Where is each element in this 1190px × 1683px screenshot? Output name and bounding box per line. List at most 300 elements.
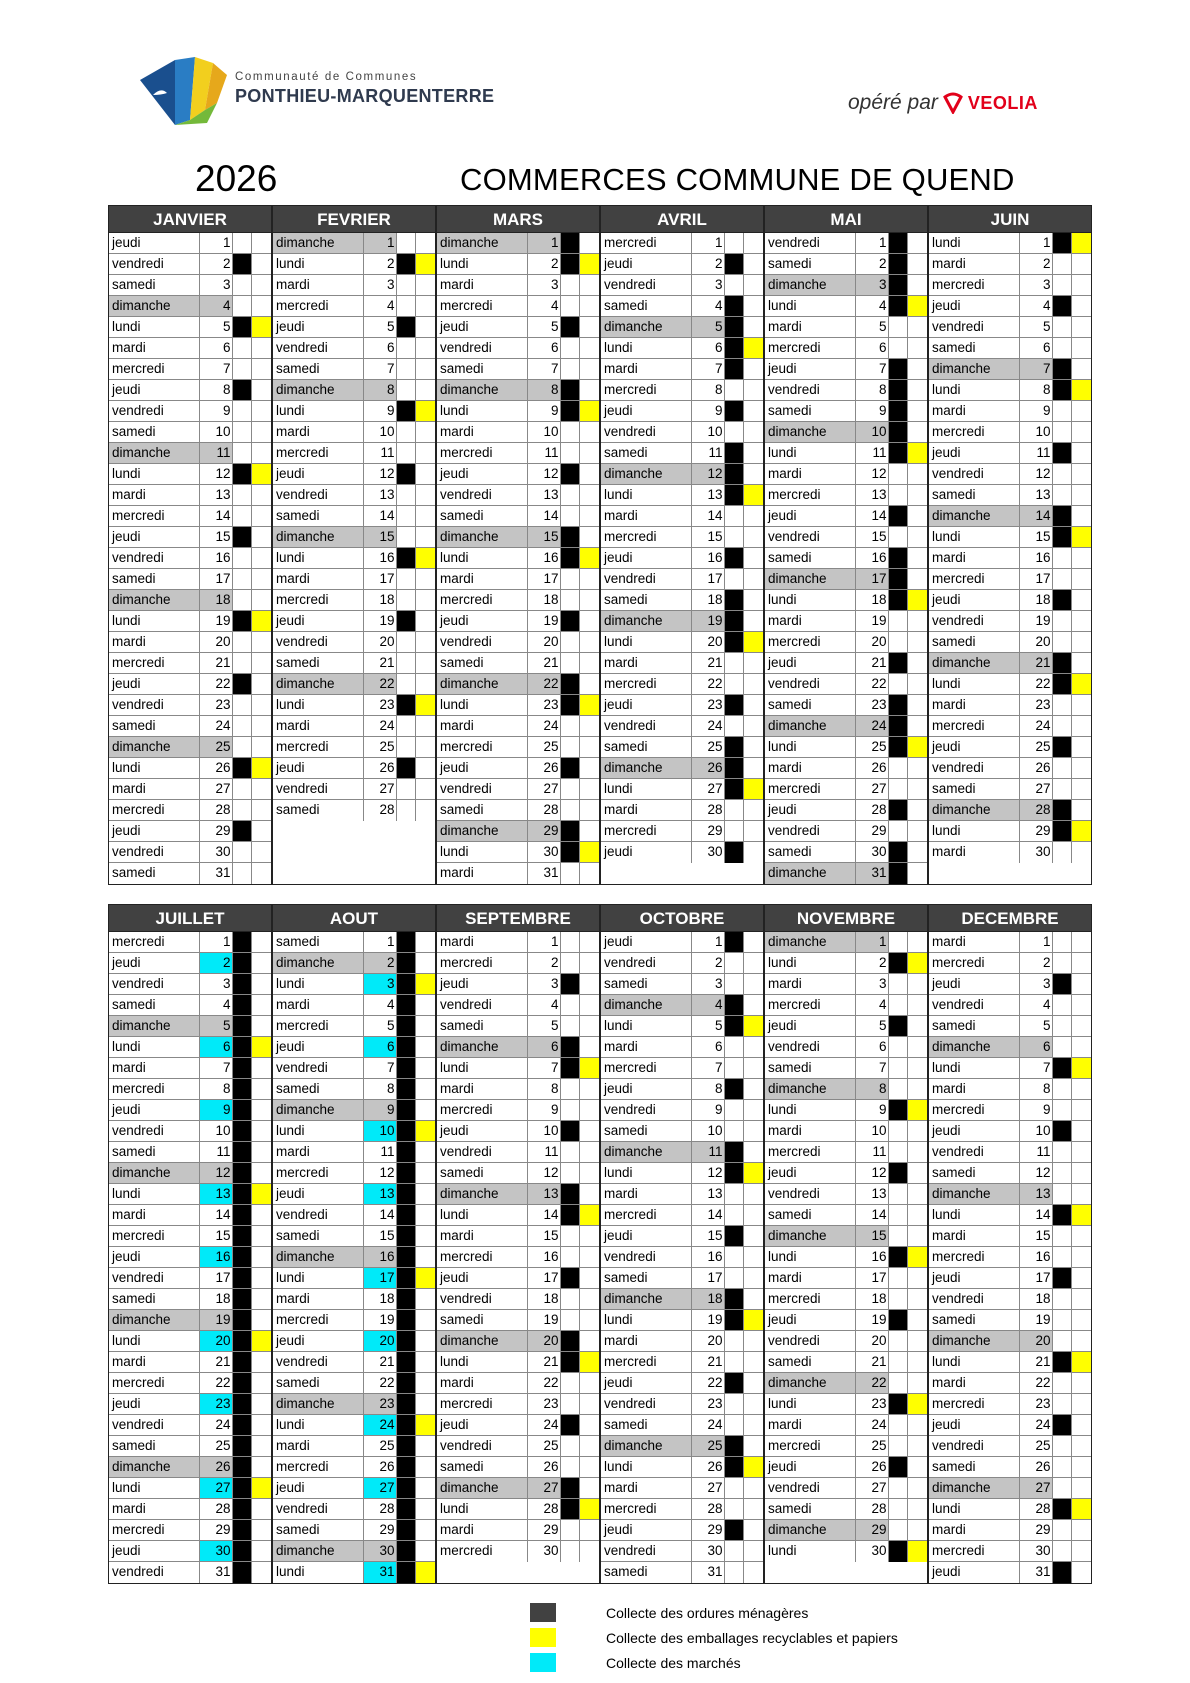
household-waste-marker xyxy=(561,1289,580,1309)
weekday-cell: dimanche xyxy=(765,863,856,884)
day-row xyxy=(765,401,927,422)
household-waste-marker xyxy=(397,716,416,736)
weekday-cell: jeudi xyxy=(929,974,1020,994)
recycling-marker xyxy=(744,443,763,463)
weekday-cell: vendredi xyxy=(601,275,692,295)
weekday-cell: samedi xyxy=(765,254,856,274)
recycling-marker xyxy=(580,1184,599,1204)
weekday-cell: mercredi xyxy=(601,527,692,547)
recycling-marker xyxy=(416,1520,435,1540)
recycling-marker xyxy=(252,422,271,442)
day-row xyxy=(273,1100,435,1121)
date-cell: 7 xyxy=(528,1058,562,1078)
day-row xyxy=(765,1520,927,1541)
day-row xyxy=(601,1268,763,1289)
household-waste-marker xyxy=(561,1520,580,1540)
date-cell: 3 xyxy=(364,275,398,295)
date-cell: 14 xyxy=(528,1205,562,1225)
weekday-cell: dimanche xyxy=(109,296,200,316)
day-row xyxy=(273,779,435,800)
household-waste-marker xyxy=(889,359,908,379)
recycling-marker xyxy=(252,1541,271,1561)
day-row xyxy=(437,1373,599,1394)
logo-emblem-icon xyxy=(135,55,230,130)
date-cell: 4 xyxy=(692,296,726,316)
day-row xyxy=(601,1079,763,1100)
recycling-marker xyxy=(744,464,763,484)
household-waste-marker xyxy=(397,932,416,952)
household-waste-marker xyxy=(1053,1037,1072,1057)
day-row xyxy=(929,359,1091,380)
weekday-cell: jeudi xyxy=(929,296,1020,316)
recycling-marker xyxy=(1072,1562,1091,1583)
household-waste-marker xyxy=(561,338,580,358)
recycling-marker xyxy=(908,1415,927,1435)
day-row xyxy=(437,1184,599,1205)
household-waste-marker xyxy=(561,1247,580,1267)
date-cell: 29 xyxy=(1020,1520,1054,1540)
recycling-marker xyxy=(252,1478,271,1498)
date-cell: 3 xyxy=(1020,275,1054,295)
weekday-cell: mercredi xyxy=(437,590,528,610)
weekday-cell: mardi xyxy=(601,1184,692,1204)
date-cell: 20 xyxy=(528,632,562,652)
recycling-marker xyxy=(252,233,271,253)
day-row xyxy=(437,590,599,611)
recycling-marker xyxy=(1072,1373,1091,1393)
recycling-marker xyxy=(580,1226,599,1246)
day-row xyxy=(601,254,763,275)
recycling-marker xyxy=(416,1436,435,1456)
household-waste-marker xyxy=(233,1016,252,1036)
recycling-marker xyxy=(908,716,927,736)
weekday-cell: jeudi xyxy=(765,1310,856,1330)
date-cell: 24 xyxy=(856,716,890,736)
household-waste-marker xyxy=(561,1100,580,1120)
day-row xyxy=(929,932,1091,953)
day-row xyxy=(273,995,435,1016)
day-row xyxy=(437,974,599,995)
weekday-cell: dimanche xyxy=(765,932,856,952)
day-row xyxy=(765,737,927,758)
day-row xyxy=(601,422,763,443)
date-cell: 11 xyxy=(364,443,398,463)
day-row xyxy=(929,1247,1091,1268)
day-row xyxy=(765,1352,927,1373)
recycling-marker xyxy=(252,779,271,799)
day-row xyxy=(273,275,435,296)
recycling-marker xyxy=(252,506,271,526)
date-cell: 8 xyxy=(1020,1079,1054,1099)
date-cell: 19 xyxy=(692,611,726,631)
date-cell: 14 xyxy=(692,1205,726,1225)
day-row xyxy=(273,1436,435,1457)
date-cell: 29 xyxy=(856,1520,890,1540)
date-cell: 7 xyxy=(528,359,562,379)
day-row xyxy=(765,758,927,779)
day-row xyxy=(437,863,599,884)
day-row xyxy=(437,1520,599,1541)
recycling-marker xyxy=(580,1352,599,1372)
date-cell: 22 xyxy=(528,674,562,694)
day-row xyxy=(929,296,1091,317)
household-waste-marker xyxy=(561,1058,580,1078)
day-row xyxy=(765,1331,927,1352)
date-cell: 14 xyxy=(364,506,398,526)
weekday-cell: dimanche xyxy=(765,1520,856,1540)
recycling-marker xyxy=(908,1478,927,1498)
day-row xyxy=(601,1205,763,1226)
household-waste-marker xyxy=(397,443,416,463)
day-row xyxy=(765,1142,927,1163)
weekday-cell: vendredi xyxy=(273,632,364,652)
day-row xyxy=(437,359,599,380)
day-row xyxy=(929,317,1091,338)
recycling-marker xyxy=(416,401,435,421)
day-row xyxy=(109,1310,271,1331)
weekday-cell: jeudi xyxy=(765,800,856,820)
date-cell: 31 xyxy=(528,863,562,884)
date-cell: 17 xyxy=(1020,569,1054,589)
date-cell: 10 xyxy=(200,1121,234,1141)
recycling-marker xyxy=(908,590,927,610)
household-waste-marker xyxy=(1053,464,1072,484)
recycling-marker xyxy=(908,338,927,358)
recycling-marker xyxy=(416,632,435,652)
weekday-cell: mardi xyxy=(437,1079,528,1099)
date-cell: 25 xyxy=(856,737,890,757)
recycling-marker xyxy=(580,506,599,526)
day-row xyxy=(437,674,599,695)
date-cell: 29 xyxy=(200,1520,234,1540)
date-cell: 14 xyxy=(1020,1205,1054,1225)
day-row xyxy=(601,548,763,569)
weekday-cell: samedi xyxy=(109,716,200,736)
weekday-cell: mercredi xyxy=(109,1373,200,1393)
day-row xyxy=(273,1478,435,1499)
weekday-cell: dimanche xyxy=(437,1478,528,1498)
day-row xyxy=(273,611,435,632)
household-waste-marker xyxy=(233,359,252,379)
weekday-cell: mercredi xyxy=(929,569,1020,589)
day-row xyxy=(437,758,599,779)
day-row xyxy=(109,1163,271,1184)
household-waste-marker xyxy=(889,275,908,295)
recycling-marker xyxy=(908,1289,927,1309)
household-waste-marker xyxy=(397,1121,416,1141)
household-waste-marker xyxy=(561,779,580,799)
recycling-marker xyxy=(252,1394,271,1414)
weekday-cell: mercredi xyxy=(437,1541,528,1562)
date-cell: 23 xyxy=(692,695,726,715)
weekday-cell: lundi xyxy=(109,1184,200,1204)
date-cell: 3 xyxy=(528,275,562,295)
weekday-cell: mardi xyxy=(109,485,200,505)
weekday-cell: jeudi xyxy=(109,1541,200,1561)
recycling-marker xyxy=(580,1121,599,1141)
day-row xyxy=(765,527,927,548)
recycling-marker xyxy=(416,338,435,358)
date-cell: 26 xyxy=(528,1457,562,1477)
date-cell: 31 xyxy=(856,863,890,884)
recycling-marker xyxy=(416,695,435,715)
recycling-marker xyxy=(416,1352,435,1372)
date-cell: 20 xyxy=(200,632,234,652)
recycling-marker xyxy=(252,569,271,589)
day-row xyxy=(273,317,435,338)
date-cell: 30 xyxy=(1020,1541,1054,1561)
day-row xyxy=(437,485,599,506)
weekday-cell: dimanche xyxy=(601,1289,692,1309)
recycling-marker xyxy=(744,932,763,952)
day-row xyxy=(437,1310,599,1331)
recycling-marker xyxy=(1072,590,1091,610)
household-waste-marker xyxy=(397,527,416,547)
weekday-cell: samedi xyxy=(273,1520,364,1540)
household-waste-marker xyxy=(1053,1079,1072,1099)
recycling-marker xyxy=(416,590,435,610)
household-waste-marker xyxy=(725,653,744,673)
date-cell: 5 xyxy=(692,317,726,337)
household-waste-marker xyxy=(889,401,908,421)
household-waste-marker xyxy=(725,1121,744,1141)
recycling-marker xyxy=(580,1079,599,1099)
recycling-marker xyxy=(416,1226,435,1246)
date-cell: 22 xyxy=(364,674,398,694)
recycling-marker xyxy=(908,464,927,484)
date-cell: 24 xyxy=(692,1415,726,1435)
date-cell: 7 xyxy=(200,1058,234,1078)
recycling-marker xyxy=(1072,527,1091,547)
day-row xyxy=(765,695,927,716)
weekday-cell: samedi xyxy=(765,842,856,862)
recycling-marker xyxy=(744,1079,763,1099)
recycling-marker xyxy=(1072,359,1091,379)
day-row xyxy=(765,974,927,995)
weekday-cell: samedi xyxy=(437,1310,528,1330)
weekday-cell: mardi xyxy=(109,338,200,358)
date-cell: 21 xyxy=(364,653,398,673)
day-row xyxy=(601,1499,763,1520)
day-row xyxy=(601,590,763,611)
weekday-cell: mercredi xyxy=(109,1079,200,1099)
day-row xyxy=(437,1331,599,1352)
day-row xyxy=(437,611,599,632)
household-waste-marker xyxy=(1053,1016,1072,1036)
weekday-cell: mercredi xyxy=(929,1394,1020,1414)
day-row xyxy=(437,1541,599,1562)
recycling-marker xyxy=(416,1310,435,1330)
date-cell: 25 xyxy=(1020,1436,1054,1456)
date-cell: 22 xyxy=(200,1373,234,1393)
date-cell: 22 xyxy=(692,674,726,694)
day-row xyxy=(273,1037,435,1058)
recycling-marker xyxy=(744,506,763,526)
weekday-cell: mercredi xyxy=(765,779,856,799)
recycling-marker xyxy=(580,233,599,253)
day-row xyxy=(437,1079,599,1100)
household-waste-marker xyxy=(561,674,580,694)
date-cell: 10 xyxy=(692,422,726,442)
date-cell: 18 xyxy=(692,1289,726,1309)
household-waste-marker xyxy=(397,506,416,526)
recycling-marker xyxy=(1072,254,1091,274)
recycling-marker xyxy=(416,1163,435,1183)
household-waste-marker xyxy=(725,1415,744,1435)
weekday-cell: mercredi xyxy=(109,359,200,379)
day-row xyxy=(437,443,599,464)
weekday-cell: dimanche xyxy=(929,1478,1020,1498)
day-row xyxy=(601,1373,763,1394)
household-waste-marker xyxy=(889,1541,908,1562)
date-cell: 11 xyxy=(364,1142,398,1162)
recycling-marker xyxy=(744,1541,763,1561)
recycling-marker xyxy=(744,527,763,547)
day-row xyxy=(765,1163,927,1184)
date-cell: 17 xyxy=(200,1268,234,1288)
household-waste-marker xyxy=(889,653,908,673)
date-cell: 11 xyxy=(856,443,890,463)
day-row xyxy=(601,737,763,758)
weekday-cell: lundi xyxy=(109,1037,200,1057)
household-waste-marker xyxy=(561,737,580,757)
recycling-marker xyxy=(1072,1436,1091,1456)
recycling-marker xyxy=(252,932,271,952)
date-cell: 4 xyxy=(364,296,398,316)
recycling-marker xyxy=(580,995,599,1015)
weekday-cell: vendredi xyxy=(765,1331,856,1351)
weekday-cell: lundi xyxy=(437,842,528,862)
weekday-cell: lundi xyxy=(765,1394,856,1414)
date-cell: 3 xyxy=(856,275,890,295)
household-waste-marker xyxy=(889,737,908,757)
weekday-cell: samedi xyxy=(273,1226,364,1246)
date-cell: 27 xyxy=(856,779,890,799)
weekday-cell: jeudi xyxy=(601,401,692,421)
date-cell: 1 xyxy=(528,233,562,253)
recycling-marker xyxy=(1072,1520,1091,1540)
date-cell: 18 xyxy=(692,590,726,610)
day-row xyxy=(765,1037,927,1058)
date-cell: 20 xyxy=(856,632,890,652)
weekday-cell: mercredi xyxy=(929,422,1020,442)
recycling-marker xyxy=(252,995,271,1015)
date-cell: 12 xyxy=(692,464,726,484)
household-waste-marker xyxy=(889,548,908,568)
household-waste-marker xyxy=(561,485,580,505)
weekday-cell: mercredi xyxy=(437,296,528,316)
household-waste-marker xyxy=(233,1268,252,1288)
household-waste-marker xyxy=(889,800,908,820)
household-waste-marker xyxy=(1053,953,1072,973)
household-waste-marker xyxy=(397,485,416,505)
recycling-marker xyxy=(580,275,599,295)
household-waste-marker xyxy=(1053,1373,1072,1393)
date-cell: 19 xyxy=(856,611,890,631)
recycling-marker xyxy=(580,821,599,841)
recycling-marker xyxy=(416,737,435,757)
day-row xyxy=(109,506,271,527)
date-cell: 16 xyxy=(200,548,234,568)
weekday-cell: vendredi xyxy=(437,338,528,358)
household-waste-marker xyxy=(889,1163,908,1183)
recycling-marker xyxy=(908,401,927,421)
recycling-marker xyxy=(252,758,271,778)
household-waste-marker xyxy=(233,716,252,736)
recycling-marker xyxy=(580,632,599,652)
weekday-cell: mardi xyxy=(437,275,528,295)
weekday-cell: dimanche xyxy=(765,716,856,736)
weekday-cell: samedi xyxy=(437,506,528,526)
day-row xyxy=(273,737,435,758)
day-row xyxy=(765,779,927,800)
recycling-marker xyxy=(580,1289,599,1309)
weekday-cell: lundi xyxy=(601,632,692,652)
weekday-cell: lundi xyxy=(601,1016,692,1036)
day-row xyxy=(929,380,1091,401)
date-cell: 22 xyxy=(692,1373,726,1393)
recycling-marker xyxy=(908,1100,927,1120)
recycling-marker xyxy=(416,1037,435,1057)
household-waste-marker xyxy=(1053,401,1072,421)
weekday-cell: mardi xyxy=(601,359,692,379)
day-row xyxy=(273,674,435,695)
household-waste-marker xyxy=(725,995,744,1015)
legend-label: Collecte des emballages recyclables et papiers xyxy=(606,1629,898,1646)
date-cell: 11 xyxy=(692,443,726,463)
recycling-marker xyxy=(416,233,435,253)
day-row xyxy=(109,1247,271,1268)
weekday-cell: vendredi xyxy=(601,569,692,589)
date-cell: 10 xyxy=(856,422,890,442)
date-cell: 21 xyxy=(692,1352,726,1372)
recycling-marker xyxy=(252,1058,271,1078)
date-cell: 25 xyxy=(528,737,562,757)
weekday-cell: mardi xyxy=(765,758,856,778)
weekday-cell: samedi xyxy=(929,632,1020,652)
day-row xyxy=(601,953,763,974)
weekday-cell: jeudi xyxy=(273,611,364,631)
date-cell: 4 xyxy=(364,995,398,1015)
recycling-marker xyxy=(744,359,763,379)
date-cell: 25 xyxy=(692,1436,726,1456)
day-row xyxy=(273,1163,435,1184)
date-cell: 23 xyxy=(528,1394,562,1414)
month-header: JUIN xyxy=(929,206,1091,233)
household-waste-marker xyxy=(397,1415,416,1435)
month-header: AVRIL xyxy=(601,206,763,233)
recycling-marker xyxy=(252,800,271,820)
day-row xyxy=(109,1037,271,1058)
date-cell: 13 xyxy=(1020,485,1054,505)
date-cell: 4 xyxy=(856,995,890,1015)
recycling-marker xyxy=(580,1331,599,1351)
weekday-cell: vendredi xyxy=(273,1499,364,1519)
date-cell: 28 xyxy=(528,1499,562,1519)
household-waste-marker xyxy=(233,1373,252,1393)
day-row xyxy=(765,506,927,527)
day-row xyxy=(273,695,435,716)
recycling-marker xyxy=(1072,1310,1091,1330)
weekday-cell: lundi xyxy=(929,380,1020,400)
household-waste-marker xyxy=(561,842,580,862)
weekday-cell: lundi xyxy=(437,695,528,715)
weekday-cell: dimanche xyxy=(929,1037,1020,1057)
recycling-marker xyxy=(1072,695,1091,715)
weekday-cell: vendredi xyxy=(765,1184,856,1204)
household-waste-marker xyxy=(397,1163,416,1183)
weekday-cell: mercredi xyxy=(437,953,528,973)
